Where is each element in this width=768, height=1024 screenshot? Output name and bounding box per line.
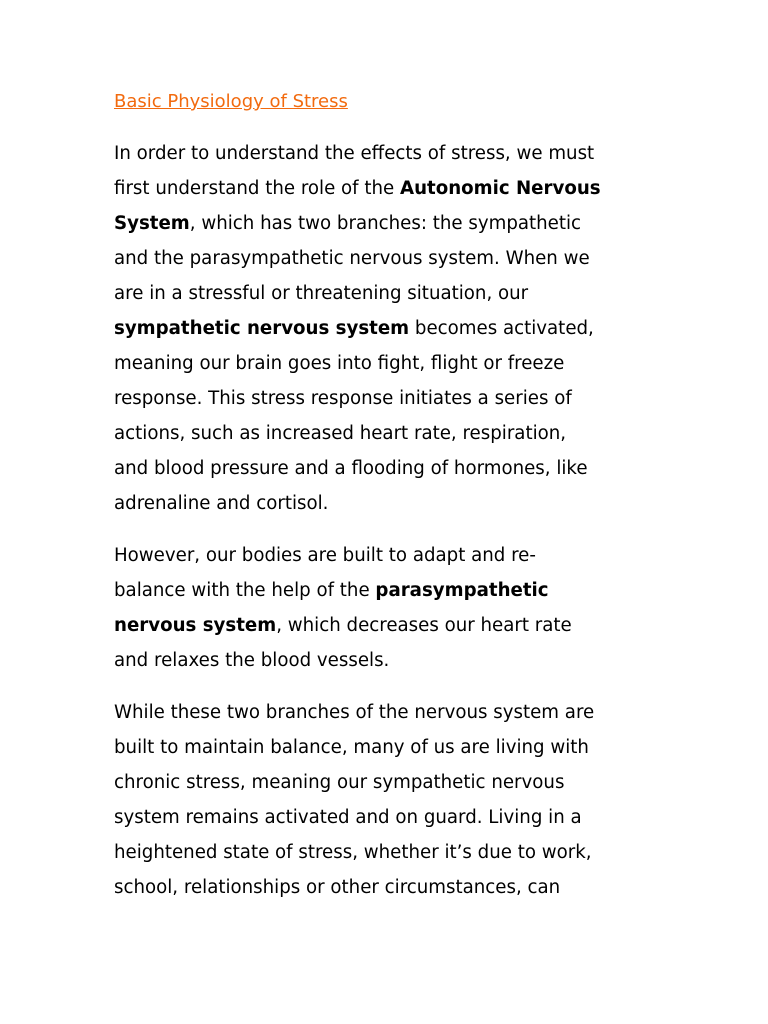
text-line [114, 800, 659, 835]
text-run: , which has two branches: the sympathetic [189, 213, 582, 234]
paragraph [114, 136, 659, 521]
document-page [114, 84, 659, 922]
text-run: and blood pressure and a flooding of hormones, like [114, 458, 588, 479]
document-body [114, 136, 659, 905]
bold-term: parasympathetic [375, 580, 549, 601]
text-run: becomes activated, [409, 318, 594, 339]
text-run: school, relationships or other circumstances, can [114, 877, 561, 898]
bold-term: Autonomic Nervous [400, 178, 601, 199]
text-line [114, 486, 659, 521]
text-run: and the parasympathetic nervous system. When we [114, 248, 590, 269]
text-run: actions, such as increased heart rate, respiration, [114, 423, 567, 444]
paragraph [114, 538, 659, 678]
text-line [114, 206, 659, 241]
text-line [114, 346, 659, 381]
text-run: response. This stress response initiates a series of [114, 388, 572, 409]
text-line [114, 643, 659, 678]
text-line [114, 276, 659, 311]
text-run: and relaxes the blood vessels. [114, 650, 390, 671]
text-run: heightened state of stress, whether it’s due to work, [114, 842, 592, 863]
text-line [114, 835, 659, 870]
text-line [114, 311, 659, 346]
text-line [114, 870, 659, 905]
text-line [114, 730, 659, 765]
text-line [114, 416, 659, 451]
text-line [114, 538, 659, 573]
text-run: In order to understand the effects of stress, we must [114, 143, 595, 164]
text-line [114, 241, 659, 276]
text-run: first understand the role of the [114, 178, 400, 199]
text-run: , which decreases our heart rate [276, 615, 572, 636]
text-run: system remains activated and on guard. Living in a [114, 807, 582, 828]
text-run: are in a stressful or threatening situation, our [114, 283, 529, 304]
document-title: Basic Physiology of Stress [114, 91, 348, 112]
text-run: balance with the help of the [114, 580, 376, 601]
text-run: built to maintain balance, many of us are living with [114, 737, 589, 758]
text-run: adrenaline and cortisol. [114, 493, 329, 514]
text-run: meaning our brain goes into fight, flight or freeze [114, 353, 565, 374]
bold-term: System [114, 213, 190, 234]
text-line [114, 381, 659, 416]
text-line [114, 171, 659, 206]
bold-term: nervous system [114, 615, 277, 636]
text-run: However, our bodies are built to adapt and re- [114, 545, 536, 566]
text-run: chronic stress, meaning our sympathetic nervous [114, 772, 565, 793]
text-line [114, 451, 659, 486]
text-run: While these two branches of the nervous system are [114, 702, 595, 723]
text-line [114, 695, 659, 730]
text-line [114, 136, 659, 171]
paragraph [114, 695, 659, 905]
text-line [114, 608, 659, 643]
text-line [114, 765, 659, 800]
text-line [114, 573, 659, 608]
bold-term: sympathetic nervous system [114, 318, 410, 339]
